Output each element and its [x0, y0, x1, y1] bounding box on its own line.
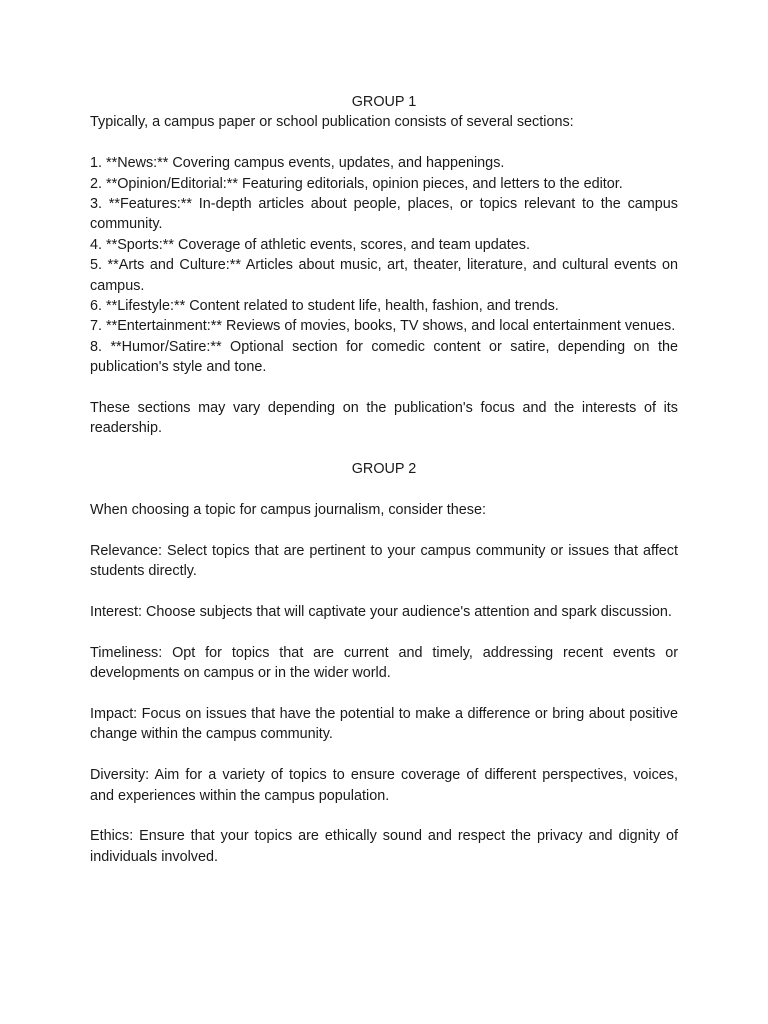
spacer [90, 378, 678, 398]
point-interest: Interest: Choose subjects that will captivate your audience's attention and spark discussion. [90, 604, 672, 621]
spacer [90, 745, 678, 765]
list-item: 1. **News:** Covering campus events, updates, and happenings. [90, 155, 505, 172]
point-impact: Impact: Focus on issues that have the potential to make a difference or bring about positive change within the campus community. [90, 706, 678, 743]
spacer [90, 520, 678, 540]
list-item: 5. **Arts and Culture:** Articles about music, art, theater, literature, and cultural events on campus. [90, 257, 678, 294]
list-item: 3. **Features:** In-depth articles about people, places, or topics relevant to the campus community. [90, 196, 678, 233]
spacer [90, 480, 678, 500]
group-1-closing: These sections may vary depending on the publication's focus and the interests of its readership. [90, 400, 678, 437]
spacer [90, 582, 678, 602]
spacer [90, 439, 678, 459]
list-item: 2. **Opinion/Editorial:** Featuring editorials, opinion pieces, and letters to the editor. [90, 175, 623, 192]
spacer [90, 622, 678, 642]
spacer [90, 806, 678, 826]
point-diversity: Diversity: Aim for a variety of topics to ensure coverage of different perspectives, voices, and experiences within the campus population. [90, 767, 678, 804]
point-timeliness: Timeliness: Opt for topics that are current and timely, addressing recent events or developments on campus or in the wider world. [90, 644, 678, 682]
list-item: 7. **Entertainment:** Reviews of movies, books, TV shows, and local entertainment venues. [90, 318, 676, 335]
spacer [90, 684, 678, 704]
group-1-heading: GROUP 1 [351, 94, 417, 110]
list-item: 8. **Humor/Satire:** Optional section for comedic content or satire, depending on the publication's style and tone. [90, 338, 678, 376]
group-2-heading: GROUP 2 [351, 461, 417, 478]
point-relevance: Relevance: Select topics that are pertinent to your campus community or issues that affect students directly. [90, 542, 678, 580]
spacer [90, 133, 678, 153]
list-item: 4. **Sports:** Coverage of athletic events, scores, and team updates. [90, 236, 530, 253]
group-1-intro: Typically, a campus paper or school publication consists of several sections: [90, 114, 574, 131]
document-page [90, 92, 678, 867]
group-2-intro: When choosing a topic for campus journalism, consider these: [90, 502, 486, 519]
point-ethics: Ethics: Ensure that your topics are ethically sound and respect the privacy and dignity of individuals involved. [90, 828, 678, 865]
list-item: 6. **Lifestyle:** Content related to student life, health, fashion, and trends. [90, 298, 559, 315]
sections-list [90, 153, 678, 377]
